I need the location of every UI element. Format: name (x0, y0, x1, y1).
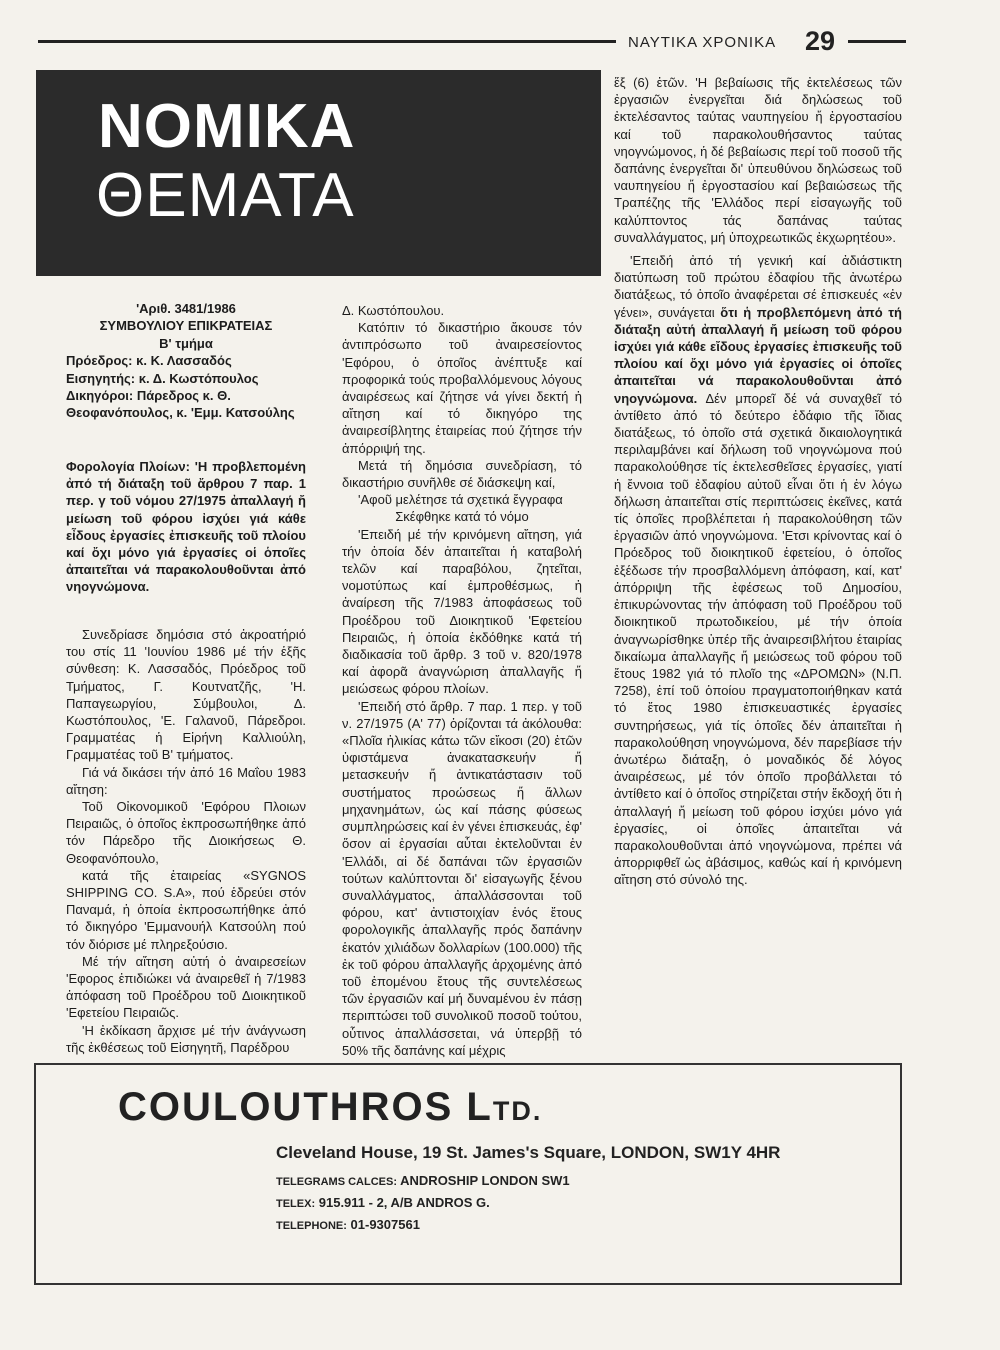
text-column-2 (342, 302, 582, 1059)
ad-company-suffix: TD. (492, 1096, 543, 1126)
paragraph: 'Επειδή στό ἄρθρ. 7 παρ. 1 περ. γ τοῦ ν. 27/1975 (Α' 77) ὁρίζονται τά ἀκόλουθα: «Πλοῖα ἡλικίας κάτω τῶν εἴκοσι (20) ἐτῶν ὑφιστάμενα ἀνακατασκευήν ἤ μετασκευήν ἤ ἀντικατάστασιν τοῦ συστήματος προώσεως ἤ ἄλλων μηχανημάτων, ὡς καί πάσης φύσεως συμπληρώσεις καί ἐν γένει ἐπισκευάς, ἐφ' ὅσον αἱ ἐργασίαι αὗται ἐκτελοῦνται ἐν 'Ελλάδι, αἱ δέ δαπάναι τῶν ἐργασιῶν τούτων καλύπτονται δι' εἰσαγωγῆς ξένου συναλλάγματος, ἀπαλλάσσονται τοῦ φόρου, κατ' ἀντιστοιχίαν ἑνός ἔτους φορολογικῆς ἀπαλλαγῆς πρός δαπάνην ἑκατόν χιλιάδων δολλαρίων (100.000) τῆς ἐκ τοῦ φόρου ἀπαλλαγῆς ἀρχομένης ἀπό τοῦ ἑπομένου ἔτους τῆς συντελέσεως τῶν ἐργασιῶν καί μή δυναμένου ἐν πάσῃ περιπτώσει τοῦ συνολικοῦ ποσοῦ τούτου, οὗτινος ἀπαλλάσσεται, νά ὑπερβῇ τό 50% τῆς δαπάνης καί μέχρις (342, 698, 582, 1058)
publication-title: ΝΑΥΤΙΚΑ ΧΡΟΝΙΚΑ (628, 34, 777, 51)
paragraph-text: Δέν μπορεῖ δέ νά συναχθεῖ τό ἀντίθετο ἀπό τό δεύτερο ἐδάφιο τῆς ἴδιας διατάξεως, τό ὁποῖο στά σχετικά δικαιολογητικά περιλαμβάνει καί δήλωση τοῦ νηογνώμονα πού παρακολούθησε τίς ἐκτελεσθεῖσες ἐργασίες, γιατί ἡ ἔννοια τοῦ ἐδαφίου αὐτοῦ εἶναι ὅτι ἡ ἐν λόγω δήλωση ἀπαιτεῖται στίς περιπτώσεις ἐκεῖνες, κατά τίς ὁποῖες προβλέπεται ἡ παρακολούθηση τῶν ἐργασιῶν ἀπό νηογνώμονα. 'Ετσι κρίνοντας καί ὁ Πρόεδρος τοῦ διοικητικοῦ ἐφετείου, ὁ ὁποῖος ἐξέδωσε τήν προσβαλλόμενη ἀπόφαση, καί, κατ' ἀπόρριψη τῆς ἐφέσεως τοῦ Δημοσίου, ἐπικυρώνοντας τήν ἀπόφαση τοῦ Προέδρου τοῦ διοικητικοῦ πρωτοδικείου, μέ τήν ὁποία ἀναγνωρίσθηκε ὑπέρ τῆς ἀναιρεσιβλήτου ἑταιρίας δικαίωμα ἀπαλλαγῆς ἤ μειώσεως τοῦ φόρου τοῦ ἔτους 1982 γιά τό πλοῖο της «ΔΡΟΜΩΝ» (Ν.Π. 7258), ἐπί τοῦ ὁποίου πραγματοποιήθηκαν κατά τό ἔτος 1980 ἐπισκευαστικές ἐργασίες συντηρήσεως, γιά τίς ὁποῖες δέν ἀπαιτεῖται ἡ παρακολούθηση νηογνώμονα, δέν παρεβίασε τήν ἀνωτέρω διάταξη, ὁ μοναδικός δέ λόγος ἀναιρέσεως, μέ τόν ὁποῖο προβάλλεται τό ἀντίθετο καί ὁ ὁποῖος στηρίζεται στήν ἔκδοχή ὅτι ἡ ἀπαλλαγή ἤ μείωση τοῦ φόρου ἰσχύει μόνο γιά ἐργασίες, οἱ ὁποῖες ἀπαιτεῖται νά παρακολουθοῦνται ἀπό νηογνώμονα, πρέπει νά ἀπορριφθεῖ ὡς ἀβάσιμος, καθώς καί ἡ κρινόμενη αἴτηση στό σύνολό της. (614, 390, 902, 888)
paragraph: Συνεδρίασε δημόσια στό ἀκροατήριό του στίς 11 'Ιουνίου 1986 μέ τήν ἑξῆς σύνθεση: Κ. Λασσαδός, Πρόεδρος τοῦ Τμήματος, Γ. Κουτνατζῆς, 'Η. Παπαγεωργίου, Σύμβουλοι, Δ. Κωστόπουλος, 'Ε. Γαλανοῦ, Πάρεδροι. Γραμματέας ἡ Εἰρήνη Καλλιούλη, Γραμματέας τοῦ Β' τμήματος. (66, 627, 306, 763)
court-name: ΣΥΜΒΟΥΛΙΟΥ ΕΠΙΚΡΑΤΕΙΑΣ (99, 318, 273, 334)
paragraph: Κατόπιν τό δικαστήριο ἄκουσε τόν ἀντιπρόσωπο τοῦ ἀναιρεσείοντος 'Εφόρου, ὁ ὁποῖος ἀνέπτυξε καί προφορικά τούς προβαλλόμενους λόγους ἀναιρέσεως καί ζήτησε νά γίνει δεκτή ἡ αἴτηση καί τό δικηγόρο της ἀναιρεσίβλητης ἑταιρείας πού ζήτησε τήν ἀπόρριψή της. (342, 320, 582, 456)
ad-telephone (276, 1217, 420, 1232)
ad-telex (276, 1195, 490, 1210)
paragraph: 'Η ἐκδίκαση ἄρχισε μέ τήν ἀνάγνωση τῆς ἐκθέσεως τοῦ Εἰσηγητῆ, Παρέδρου (66, 1022, 306, 1055)
ad-telegrams-label: TELEGRAMS CALCES: (276, 1176, 397, 1188)
ad-telegrams (276, 1173, 570, 1188)
ad-company-name (118, 1085, 542, 1130)
ad-telex-label: TELEX: (276, 1198, 316, 1210)
title-line-2: ΘΕΜΑΤΑ (96, 161, 355, 230)
text-column-1 (66, 626, 306, 1056)
ad-telegrams-value: ANDROSHIP LONDON SW1 (400, 1173, 570, 1188)
paragraph-heading: Σκέφθηκε κατά τό νόμο (395, 509, 529, 525)
paragraph-bold-text: ὅτι ἡ προβλεπόμενη ἀπό τή διάταξη αὐτή ἀπαλλαγή ἤ μείωση τοῦ φόρου ἰσχύει γιά κάθε εἴδους ἐργασίες ἐπισκευῆς τοῦ πλοίου καί ὄχι μόνο γιά ἐργασίες οἱ ὁποῖες ἀπαιτεῖται νά παρακολουθοῦνται ἀπό νηογνώμονα. (614, 304, 902, 406)
paragraph: Δ. Κωστόπουλου. (342, 303, 445, 318)
paragraph: Μετά τή δημόσια συνεδρίαση, τό δικαστήριο συνῆλθε σέ διάσκεψη καί, (342, 457, 582, 491)
header-rule-right (848, 40, 906, 43)
case-summary: Φορολογία Πλοίων: 'Η προβλεπομένη ἀπό τή διάταξη τοῦ ἄρθρου 7 παρ. 1 περ. γ τοῦ νόμου 27/1975 ἀπαλλαγή ἤ μείωση τοῦ φόρου ἰσχύει γιά κάθε εἶδους ἐργασίες ἐπισκευῆς τοῦ πλοίου καί ὄχι μόνο γιά ἐργασίες οἱ ὁποῖες ἀπαιτεῖται νά παρακολουθοῦνται ἀπό νηογνώμονα. (66, 459, 306, 595)
paragraph: Μέ τήν αἴτηση αὐτή ὁ ἀναιρεσείων 'Εφορος ἐπιδιώκει νά ἀναιρεθεῖ ἡ 7/1983 ἀπόφαση τοῦ Προέδρου τοῦ Διοικητικοῦ 'Εφετείου Πειραιῶς. (66, 953, 306, 1021)
title-line-1: ΝΟΜΙΚΑ (98, 92, 356, 161)
court-lawyers: Δικηγόροι: Πάρεδρος κ. Θ. Θεοφανόπουλος, κ. 'Εμμ. Κατσούλης (66, 388, 295, 421)
case-header (66, 300, 306, 422)
advertisement-box (34, 1063, 902, 1285)
paragraph: 'Αφοῦ μελέτησε τά σχετικά ἔγγραφα (358, 492, 563, 508)
ad-company-main: COULOUTHROS L (118, 1085, 493, 1129)
case-number: 'Αριθ. 3481/1986 (136, 301, 236, 316)
page-number: 29 (805, 26, 836, 56)
section-title-block (36, 70, 601, 276)
ad-telex-value: 915.911 - 2, A/B ANDROS G. (318, 1195, 490, 1210)
paragraph: 'Επειδή μέ τήν κρινόμενη αἴτηση, γιά τήν ὁποία δέν ἀπαιτεῖται ἡ καταβολή τελῶν καί παραβόλου, ζητεῖται, νομοτύπως καί ἐμπροθέσμως, ἡ ἀναίρεση τῆς 7/1983 ἀποφάσεως τοῦ Προέδρου τοῦ Διοικητικοῦ 'Εφετείου Πειραιῶς, ἡ ὁποία ἐκδόθηκε κατά τή διαδικασία τοῦ ἄρθρ. 3 τοῦ ν. 820/1978 καί ἀφορᾶ ἀναγνώριση ἀπαλλαγῆς ἤ μειώσεως φόρου πλοίων. (342, 526, 582, 697)
paragraph: Γιά νά δικάσει τήν ἀπό 16 Μαΐου 1983 αἴτηση: (66, 764, 306, 797)
paragraph-text: 'Επειδή ἀπό τή γενική καί ἀδιάστικτη διατύπωση τοῦ πρώτου ἐδαφίου τῆς ἀνωτέρω διατάξεως, τό ὁποῖο ἀναφέρεται σέ ἐπισκευές «ἐν γένει», συνάγεται (614, 253, 902, 320)
header-rule-left (38, 40, 616, 43)
paragraph (614, 252, 902, 889)
paragraph: κατά τῆς ἑταιρείας «SYGNOS SHIPPING CO. S.A», πού ἑδρεύει στόν Παναμά, ἡ ὁποία ἐκπροσωπήθηκε ἀπό τό δικηγόρο 'Εμμανουήλ Κατσούλη πού τόν διόρισε μέ πληρεξούσιο. (66, 867, 306, 952)
text-column-3 (614, 74, 902, 889)
court-section: Β' τμήμα (159, 335, 213, 351)
court-president: Πρόεδρος: κ. Κ. Λασσαδός (66, 353, 232, 369)
court-rapporteur: Εισηγητής: κ. Δ. Κωστόπουλος (66, 370, 259, 386)
paragraph: ἕξ (6) ἐτῶν. 'Η βεβαίωσις τῆς ἐκτελέσεως τῶν ἐργασιῶν ἐνεργεῖται διά δηλώσεως τοῦ ἐκτελέσαντος ταύτας ναυπηγείου ἤ ἐργοστασίου καί τοῦ παρακολουθήσαντος ταύτας νηογνώμονος, ἡ δέ βεβαίωσις περί τοῦ ποσοῦ τῆς δαπάνης ἐνεργεῖται δι' ὑπευθύνου δηλώσεως τοῦ ναυπηγείου ἤ ἐργοστασίου καί βεβαιώσεως τῆς Τραπέζης τῆς 'Ελλάδος περί εἰσαγωγῆς τοῦ καλύπτοντος τάς δαπάνας ταύτας συναλλάγματος, μή ὑποχρεωτικῶς ἐκχωρητέου». (614, 75, 902, 245)
paragraph: Τοῦ Οἰκονομικοῦ 'Εφόρου Πλοιων Πειραιῶς, ὁ ὁποῖος ἐκπροσωπήθηκε ἀπό τόν Πάρεδρο τῆς Διοικήσεως Θ. Θεοφανόπουλο, (66, 799, 306, 866)
ad-telephone-label: TELEPHONE: (276, 1220, 347, 1232)
ad-telephone-value: 01-9307561 (350, 1217, 420, 1232)
ad-address: Cleveland House, 19 St. James's Square, LONDON, SW1Y 4HR (276, 1143, 781, 1162)
